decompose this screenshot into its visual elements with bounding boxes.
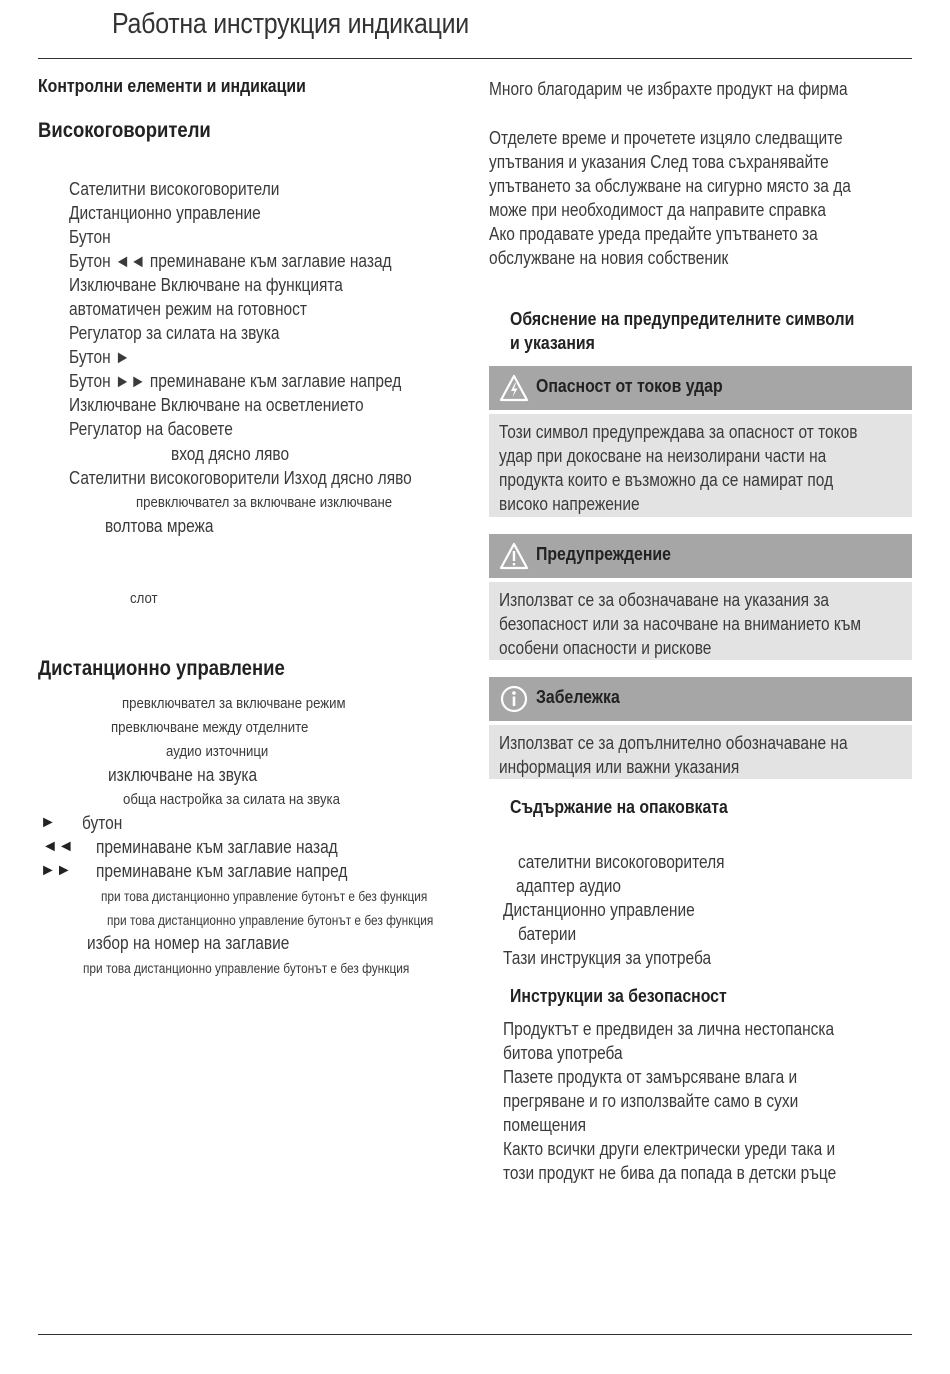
speaker-item: Регулатор на басовете — [69, 419, 233, 439]
speakers-heading: Високоговорители — [38, 119, 211, 142]
info-icon — [499, 684, 529, 714]
box-text-line: продукта които е възможно да се намират под — [499, 470, 834, 490]
intro-line: упътването за обслужване на сигурно място за да — [489, 176, 851, 196]
remote-item: превключване между отделните — [111, 719, 309, 736]
remote-item: при това дистанционно управление бутонът е без функция — [83, 961, 410, 976]
remote-item: изключване на звука — [108, 765, 258, 785]
speaker-item: волтова мрежа — [105, 516, 214, 536]
safety-line: Както всички други електрически уреди така и — [503, 1139, 836, 1159]
speaker-item: Изключване Включване на функцията — [69, 275, 343, 295]
intro-line: Ако продавате уреда предайте упътването за — [489, 224, 818, 244]
danger-box-title: Опасност от токов удар — [536, 376, 723, 396]
package-item: батерии — [518, 924, 577, 944]
package-item: Тази инструкция за употреба — [503, 948, 712, 968]
package-item: Дистанционно управление — [503, 900, 695, 920]
package-heading: Съдържание на опаковката — [510, 797, 728, 817]
warnings-heading: Обяснение на предупредителните символи — [510, 309, 855, 329]
speaker-item: Бутон ►► преминаване към заглавие напред — [69, 371, 402, 391]
safety-line: помещения — [503, 1115, 587, 1135]
box-text-line: високо напрежение — [499, 494, 640, 514]
box-text-line: особени опасности и рискове — [499, 638, 712, 658]
rewind-icon: ◄◄ — [42, 838, 74, 855]
note-box-title: Забележка — [536, 687, 620, 707]
remote-heading: Дистанционно управление — [38, 657, 285, 680]
page-title: Работна инструкция индикации — [112, 8, 469, 40]
safety-line: този продукт не бива да попада в детски ръце — [503, 1163, 837, 1183]
package-item: адаптер аудио — [516, 876, 622, 896]
header-rule — [38, 58, 912, 59]
speaker-item: автоматичен режим на готовност — [69, 299, 307, 319]
box-text-line: информация или важни указания — [499, 757, 740, 777]
speaker-item: Бутон ◄◄ преминаване към заглавие назад — [69, 251, 392, 271]
speaker-item: превключвател за включване изключване — [136, 494, 393, 511]
safety-line: битова употреба — [503, 1043, 623, 1063]
warnings-heading: и указания — [510, 333, 595, 353]
speaker-item: Бутон ► — [69, 347, 131, 367]
remote-item: при това дистанционно управление бутонът е без функция — [107, 913, 434, 928]
remote-item: при това дистанционно управление бутонът е без функция — [101, 889, 428, 904]
remote-item: бутон — [82, 813, 123, 833]
speaker-item: Регулатор за силата на звука — [69, 323, 280, 343]
box-text-line: безопасност или за насочване на вниманието към — [499, 614, 862, 634]
note-box-header — [489, 677, 912, 721]
speaker-item: Изключване Включване на осветлението — [69, 395, 364, 415]
speaker-item: Дистанционно управление — [69, 203, 261, 223]
controls-heading: Контролни елементи и индикации — [38, 76, 306, 96]
remote-item: обща настройка за силата на звука — [123, 791, 340, 808]
intro-line: обслужване на новия собственик — [489, 248, 729, 268]
note-box-body — [489, 725, 912, 779]
safety-line: прегряване и го използвайте само в сухи — [503, 1091, 799, 1111]
warning-triangle-icon — [499, 541, 529, 571]
speaker-item: Бутон — [69, 227, 111, 247]
intro-line: Отделете време и прочетете изцяло следващите — [489, 128, 843, 148]
safety-line: Продуктът е предвиден за лична нестопанска — [503, 1019, 835, 1039]
remote-item: избор на номер на заглавие — [87, 933, 290, 953]
warning-box-header — [489, 534, 912, 578]
speaker-item: Сателитни високоговорители — [69, 179, 280, 199]
speaker-item: слот — [130, 590, 158, 607]
footer-rule — [38, 1334, 912, 1335]
warning-box-title: Предупреждение — [536, 544, 671, 564]
box-text-line: удар при докосване на неизолирани части на — [499, 446, 827, 466]
danger-box-body — [489, 414, 912, 517]
box-text-line: Този символ предупреждава за опасност от токов — [499, 422, 858, 442]
box-text-line: Използват се за обозначаване на указания за — [499, 590, 830, 610]
intro-line: Много благодарим че избрахте продукт на фирма — [489, 79, 848, 99]
remote-item: аудио източници — [166, 743, 269, 760]
remote-item: преминаване към заглавие назад — [96, 837, 338, 857]
remote-item: превключвател за включване режим — [122, 695, 346, 712]
safety-heading: Инструкции за безопасност — [510, 986, 727, 1006]
speaker-item: Сателитни високоговорители Изход дясно ляво — [69, 468, 412, 488]
danger-box-header — [489, 366, 912, 410]
intro-line: упътвания и указания След това съхранявайте — [489, 152, 829, 172]
package-item: сателитни високоговорителя — [518, 852, 725, 872]
fast-forward-icon: ►► — [40, 862, 72, 879]
remote-item: преминаване към заглавие напред — [96, 861, 348, 881]
electric-hazard-icon — [499, 373, 529, 403]
box-text-line: Използват се за допълнително обозначаване на — [499, 733, 848, 753]
warning-box-body — [489, 582, 912, 660]
safety-line: Пазете продукта от замърсяване влага и — [503, 1067, 798, 1087]
intro-line: може при необходимост да направите справка — [489, 200, 826, 220]
speaker-item: вход дясно ляво — [171, 444, 290, 464]
play-icon: ► — [40, 814, 56, 831]
